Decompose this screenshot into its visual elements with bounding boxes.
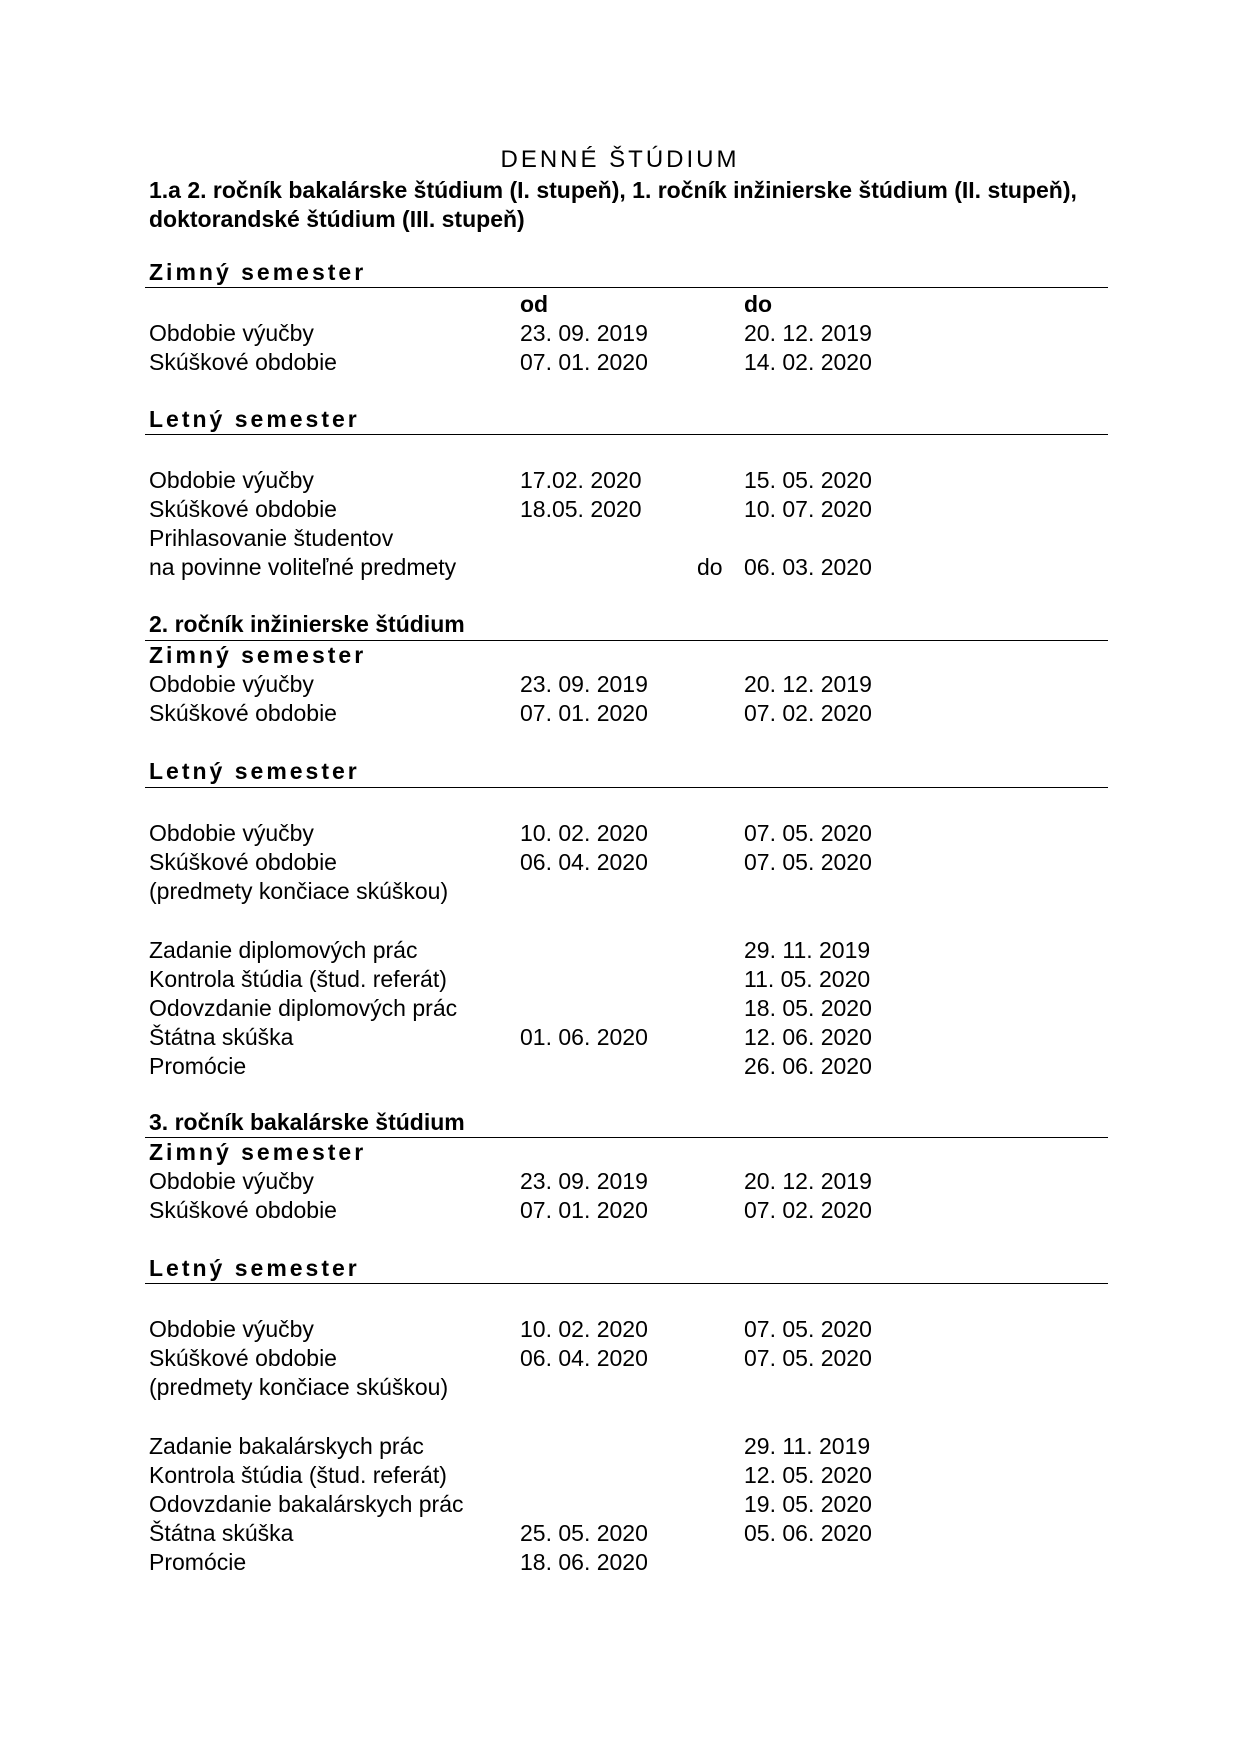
row-do: 29. 11. 2019 — [744, 937, 871, 963]
row-label: Promócie — [149, 1549, 247, 1575]
table-row — [0, 1023, 1240, 1052]
row-label: Skúškové obdobie — [149, 700, 337, 726]
table-row — [0, 936, 1240, 965]
row-od: 07. 01. 2020 — [520, 1197, 648, 1223]
row-od: 18.05. 2020 — [520, 496, 642, 522]
table-row — [0, 1461, 1240, 1490]
part3-winter-heading: Zimný semester — [149, 1139, 367, 1165]
row-do: 05. 06. 2020 — [744, 1520, 872, 1546]
row-label: Kontrola štúdia (štud. referát) — [149, 1462, 447, 1488]
row-do: 07. 05. 2020 — [744, 849, 872, 875]
part3-heading: 3. ročník bakalárske štúdium — [149, 1109, 465, 1135]
row-od: 17.02. 2020 — [520, 467, 642, 493]
row-label: Obdobie výučby — [149, 1168, 314, 1194]
column-header-row — [0, 290, 1240, 319]
row-od: 25. 05. 2020 — [520, 1520, 648, 1546]
row-label: Skúškové obdobie — [149, 349, 337, 375]
row-do: 12. 05. 2020 — [744, 1462, 872, 1488]
part2-winter-heading: Zimný semester — [149, 642, 367, 668]
table-row — [0, 553, 1240, 582]
row-do: 12. 06. 2020 — [744, 1024, 872, 1050]
row-do: 20. 12. 2019 — [744, 671, 872, 697]
row-od: 18. 06. 2020 — [520, 1549, 648, 1575]
row-do: 11. 05. 2020 — [744, 966, 871, 992]
table-row — [0, 1490, 1240, 1519]
row-label: Obdobie výučby — [149, 320, 314, 346]
row-label: Kontrola štúdia (štud. referát) — [149, 966, 447, 992]
row-label: Zadanie bakalárskych prác — [149, 1433, 424, 1459]
table-row — [0, 1548, 1240, 1577]
row-do: 07. 02. 2020 — [744, 1197, 872, 1223]
table-row — [0, 466, 1240, 495]
column-header-od: od — [520, 291, 549, 317]
document-subtitle: 1.a 2. ročník bakalárske štúdium (I. stupeň), 1. ročník inžinierske štúdium (II. stupeň), doktorandské štúdium (III. stupeň) — [149, 177, 1077, 232]
row-label: Zadanie diplomových prác — [149, 937, 418, 963]
table-row — [0, 1373, 1240, 1402]
table-row — [0, 348, 1240, 377]
row-label: (predmety končiace skúškou) — [149, 1374, 449, 1400]
row-label: Skúškové obdobie — [149, 1345, 337, 1371]
row-label: Prihlasovanie študentov — [149, 525, 394, 551]
divider — [145, 1283, 1108, 1284]
row-do-prefix: do — [697, 554, 723, 580]
part1-winter-heading: Zimný semester — [149, 259, 367, 285]
table-row — [0, 848, 1240, 877]
row-label: Štátna skúška — [149, 1520, 294, 1546]
row-do: 18. 05. 2020 — [744, 995, 872, 1021]
table-row — [0, 670, 1240, 699]
table-row — [0, 1196, 1240, 1225]
divider — [145, 434, 1108, 435]
divider — [145, 287, 1108, 288]
row-label: Odovzdanie diplomových prác — [149, 995, 458, 1021]
table-row — [0, 319, 1240, 348]
row-label: Odovzdanie bakalárskych prác — [149, 1491, 464, 1517]
row-do: 07. 02. 2020 — [744, 700, 872, 726]
table-row — [0, 819, 1240, 848]
part3-summer-heading: Letný semester — [149, 1255, 360, 1281]
table-row — [0, 877, 1240, 906]
row-label: Skúškové obdobie — [149, 849, 337, 875]
row-label: na povinne voliteľné predmety — [149, 554, 457, 580]
row-do: 15. 05. 2020 — [744, 467, 872, 493]
row-od: 10. 02. 2020 — [520, 1316, 648, 1342]
divider — [145, 787, 1108, 788]
row-do: 07. 05. 2020 — [744, 1316, 872, 1342]
part2-summer-heading: Letný semester — [149, 758, 360, 784]
part2-heading: 2. ročník inžinierske štúdium — [149, 611, 465, 637]
row-do: 26. 06. 2020 — [744, 1053, 872, 1079]
table-row — [0, 1344, 1240, 1373]
row-od: 23. 09. 2019 — [520, 671, 648, 697]
row-do: 06. 03. 2020 — [744, 554, 872, 580]
row-od: 07. 01. 2020 — [520, 349, 648, 375]
row-do: 20. 12. 2019 — [744, 320, 872, 346]
row-label: Skúškové obdobie — [149, 496, 337, 522]
row-label: (predmety končiace skúškou) — [149, 878, 449, 904]
row-od: 06. 04. 2020 — [520, 1345, 648, 1371]
row-do: 07. 05. 2020 — [744, 1345, 872, 1371]
row-od: 06. 04. 2020 — [520, 849, 648, 875]
row-od: 07. 01. 2020 — [520, 700, 648, 726]
table-row — [0, 495, 1240, 524]
row-do: 10. 07. 2020 — [744, 496, 872, 522]
row-do: 07. 05. 2020 — [744, 820, 872, 846]
table-row — [0, 1052, 1240, 1081]
row-od: 23. 09. 2019 — [520, 1168, 648, 1194]
row-od: 23. 09. 2019 — [520, 320, 648, 346]
row-label: Obdobie výučby — [149, 820, 314, 846]
table-row — [0, 699, 1240, 728]
table-row — [0, 1167, 1240, 1196]
table-row — [0, 965, 1240, 994]
row-do: 19. 05. 2020 — [744, 1491, 872, 1517]
row-od: 10. 02. 2020 — [520, 820, 648, 846]
row-od: 01. 06. 2020 — [520, 1024, 648, 1050]
document-title: DENNÉ ŠTÚDIUM — [500, 146, 740, 173]
table-row — [0, 524, 1240, 553]
row-label: Obdobie výučby — [149, 671, 314, 697]
row-label: Promócie — [149, 1053, 247, 1079]
table-row — [0, 994, 1240, 1023]
row-do: 20. 12. 2019 — [744, 1168, 872, 1194]
row-label: Skúškové obdobie — [149, 1197, 337, 1223]
part1-summer-heading: Letný semester — [149, 406, 360, 432]
row-label: Obdobie výučby — [149, 467, 314, 493]
row-do: 14. 02. 2020 — [744, 349, 872, 375]
row-label: Štátna skúška — [149, 1024, 294, 1050]
row-do: 29. 11. 2019 — [744, 1433, 871, 1459]
column-header-do: do — [744, 291, 773, 317]
table-row — [0, 1432, 1240, 1461]
row-label: Obdobie výučby — [149, 1316, 314, 1342]
table-row — [0, 1315, 1240, 1344]
table-row — [0, 1519, 1240, 1548]
